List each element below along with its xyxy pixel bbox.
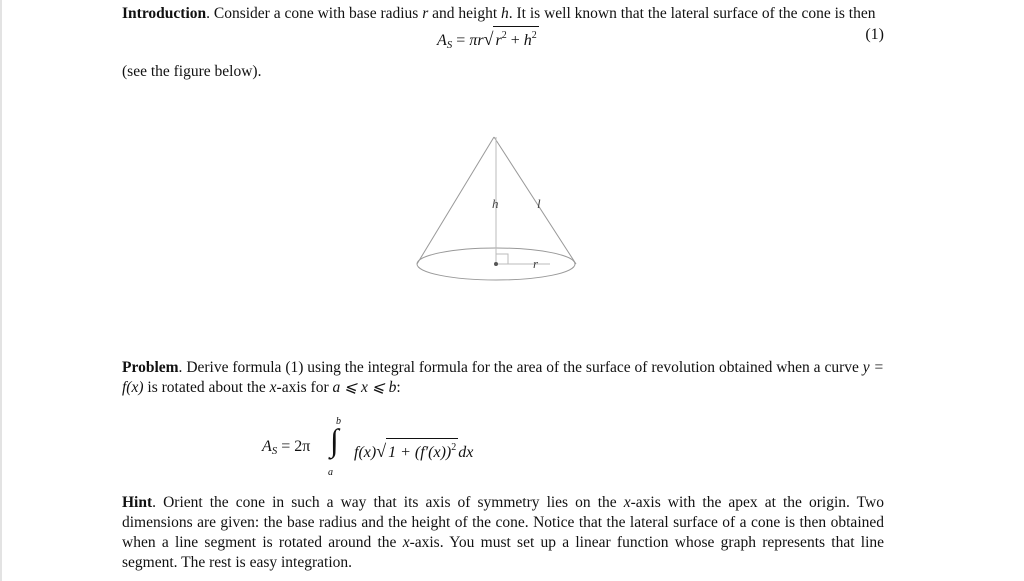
square-root: $r^2 + h^2$ xyxy=(493,26,538,49)
problem-paragraph: Problem. Derive formula (1) using the integral formula for the area of the surface of revolution obtained when a curve y = f(x) is rotated about the x-axis for a ⩽ x ⩽ b: xyxy=(122,359,884,396)
problem-heading: Problem xyxy=(122,359,179,376)
hint-section xyxy=(122,493,884,573)
hint-paragraph: Hint. Orient the cone in such a way that its axis of symmetry lies on the x-axis with the apex at the origin. Two dimensions are given: the base radius and the height of the cone. Notice that the lateral surface of a cone is then obtained when a line segment is rotated around the x-axis. You must set up a linear function whose graph represents that line segment. The rest is easy integration. xyxy=(122,494,885,571)
see-figure-text: (see the figure below). xyxy=(122,63,262,80)
label-l: l xyxy=(537,196,541,211)
label-h: h xyxy=(492,196,499,211)
page-edge xyxy=(0,0,2,581)
equation-2: $A_S = 2\pi$ b ∫ a f(x)√ $1 + (f'(x))^2$ dx xyxy=(262,416,474,478)
problem-section xyxy=(122,358,884,398)
integral-sign: ∫ xyxy=(330,422,339,458)
document-page xyxy=(122,0,884,82)
cone-figure xyxy=(414,134,580,288)
equation-1: $A_S = \pi r√$ $r^2 + h^2$ (1) xyxy=(437,26,884,51)
right-angle-mark xyxy=(496,254,508,264)
intro-heading: Introduction xyxy=(122,5,207,22)
equation-number: (1) xyxy=(865,26,884,43)
square-root: $1 + (f'(x))^2$ xyxy=(386,438,458,461)
hint-heading: Hint xyxy=(122,494,153,511)
base-center-dot xyxy=(494,262,498,266)
integral-lower-bound: a xyxy=(328,467,333,478)
cone-right-edge xyxy=(494,137,576,264)
intro-paragraph: Introduction. Consider a cone with base radius r and height h. It is well known that the lateral surface of the cone is then xyxy=(122,5,876,22)
label-r: r xyxy=(533,256,539,271)
integral-upper-bound: b xyxy=(336,416,341,427)
cone-left-edge xyxy=(417,137,494,264)
